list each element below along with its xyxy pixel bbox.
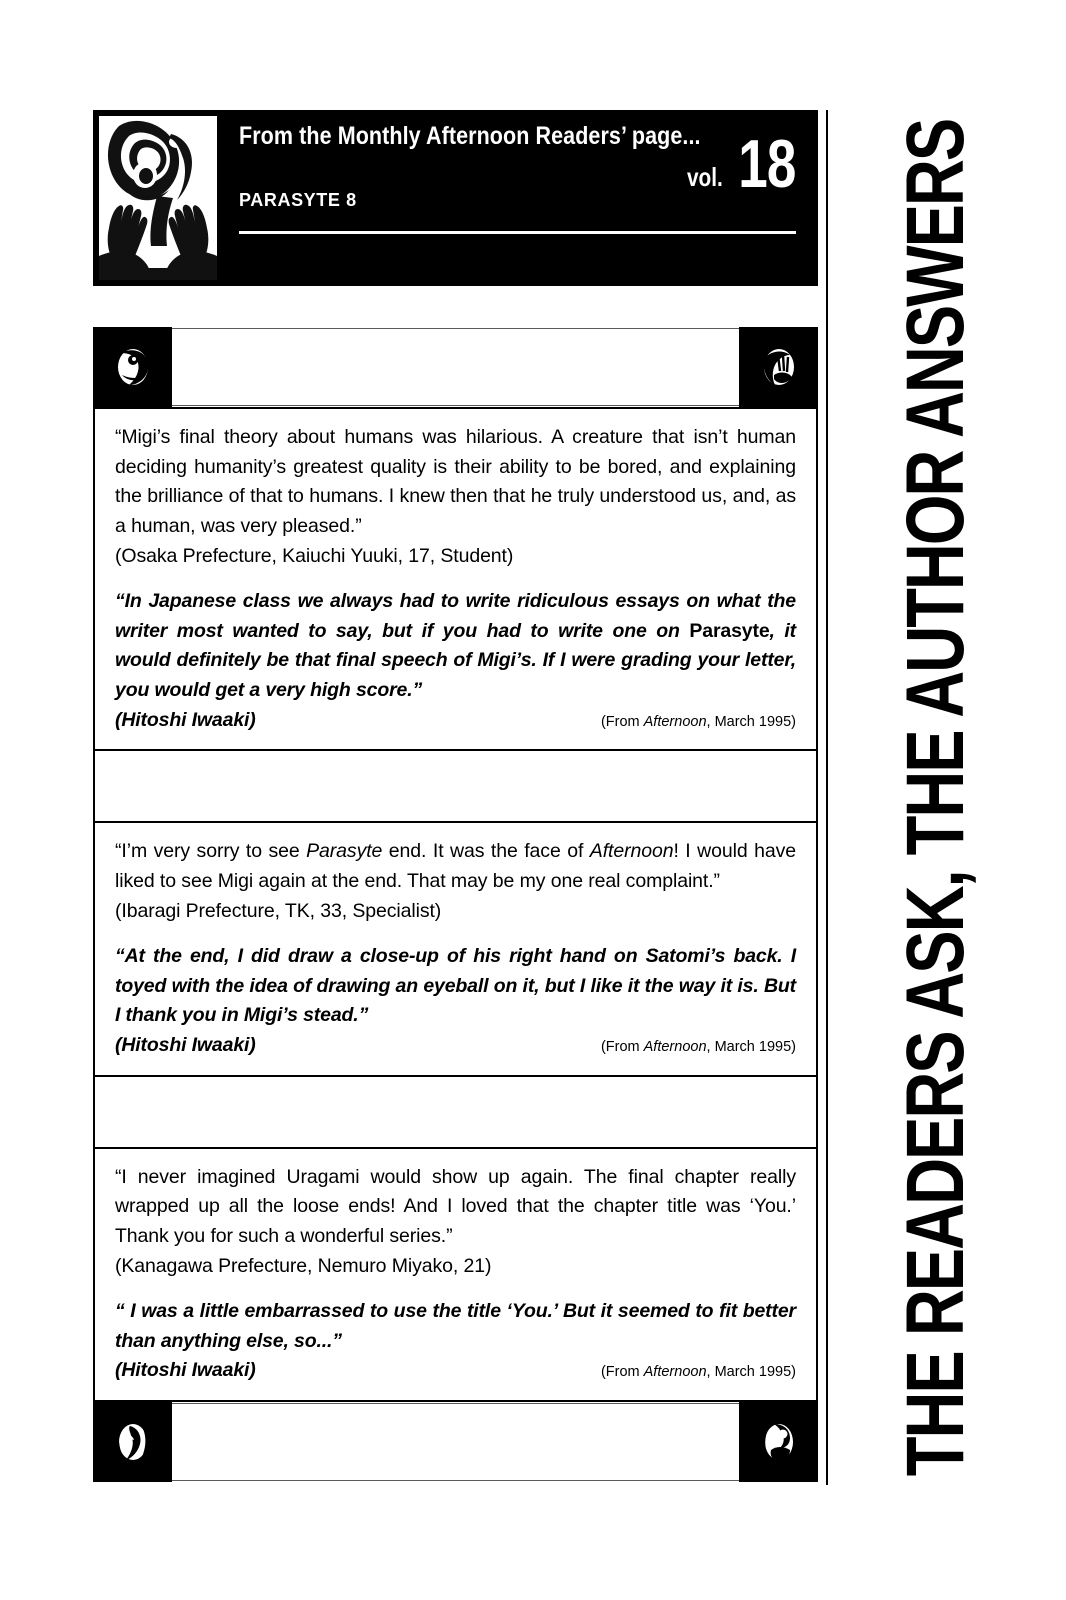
author-reply: “ I was a little embarrassed to use the title ‘You.’ But it seemed to fit better than anything else, so...” <box>115 1300 796 1352</box>
letter-block <box>93 1149 818 1402</box>
masthead-title: From the Monthly Afternoon Readers’ page... <box>239 122 701 150</box>
source-citation: (From Afternoon, March 1995) <box>600 1364 796 1381</box>
reader-quote: “Migi’s final theory about humans was hilarious. A creature that isn’t human deciding humanity’s greatest quality is their ability to be bored, and explaining the brilliance of that to humans. I knew then that he truly understood us, and, as a human, was very pleased.” <box>115 426 796 537</box>
parasite-eye-icon <box>93 327 172 407</box>
reader-credit: (Kanagawa Prefecture, Nemuro Miyako, 21) <box>115 1254 492 1277</box>
letters-column <box>93 327 818 1482</box>
top-icon-bar <box>93 327 818 407</box>
masthead-rule <box>239 231 796 234</box>
letter-block <box>93 407 818 823</box>
masthead <box>93 110 818 286</box>
letter-block <box>93 823 818 1148</box>
parasite-hand-icon <box>739 327 818 407</box>
reply-footer <box>115 706 796 736</box>
author-name: (Hitoshi Iwaaki) <box>115 1359 256 1382</box>
author-reply: “At the end, I did draw a close-up of his right hand on Satomi’s back. I toyed with the idea of drawing an eyeball on it, but I like it the way it is. But I thank you in Migi’s stead.” <box>115 945 796 1027</box>
vertical-divider-rule <box>826 110 828 1485</box>
author-name: (Hitoshi Iwaaki) <box>115 1034 256 1056</box>
spacer-panel-2 <box>93 1077 818 1149</box>
spacer-panel-1 <box>93 751 818 823</box>
top-bar-blank-panel <box>172 328 739 406</box>
letter-box-3 <box>93 1149 818 1402</box>
reply-footer <box>115 1031 796 1061</box>
reader-quote: “I never imagined Uragami would show up again. The final chapter really wrapped up all the loose ends! And I loved that the chapter title was ‘You.’ Thank you for such a wonderful series.” <box>115 1165 796 1247</box>
parasite-head-icon <box>739 1402 818 1482</box>
bottom-bar-blank-panel <box>172 1403 739 1481</box>
vertical-banner-text: THE READERS ASK, THE AUTHOR ANSWERS <box>889 119 981 1477</box>
author-reply: “In Japanese class we always had to write ridiculous essays on what the writer most wanted to say, but if you had to write one on Parasyte, it would definitely be that final speech of Migi’s. If I were grading your letter, you would get a very high score.” <box>115 590 797 701</box>
masthead-subtitle: PARASYTE 8 <box>239 190 357 210</box>
volume-number: 18 <box>738 126 796 202</box>
author-name: (Hitoshi Iwaaki) <box>115 708 256 731</box>
source-citation: (From Afternoon, March 1995) <box>600 1039 796 1055</box>
parasyte-creature-illustration-icon <box>99 116 217 280</box>
reader-credit: (Osaka Prefecture, Kaiuchi Yuuki, 17, Student) <box>115 544 514 567</box>
masthead-text-area <box>217 110 818 286</box>
vertical-banner <box>846 108 1026 1488</box>
reply-footer <box>115 1356 796 1386</box>
bottom-icon-bar <box>93 1402 818 1482</box>
volume-label: vol. <box>686 162 723 193</box>
parasite-blade-icon <box>93 1402 172 1482</box>
reader-quote: “I’m very sorry to see Parasyte end. It was the face of Afternoon! I would have liked to see Migi again at the end. That may be my one real complaint.” <box>115 840 796 892</box>
reader-credit: (Ibaragi Prefecture, TK, 33, Specialist) <box>115 899 442 922</box>
letter-box-2 <box>93 823 818 1076</box>
letter-box-1 <box>93 407 818 751</box>
volume-indicator <box>678 126 796 202</box>
source-citation: (From Afternoon, March 1995) <box>600 713 796 730</box>
